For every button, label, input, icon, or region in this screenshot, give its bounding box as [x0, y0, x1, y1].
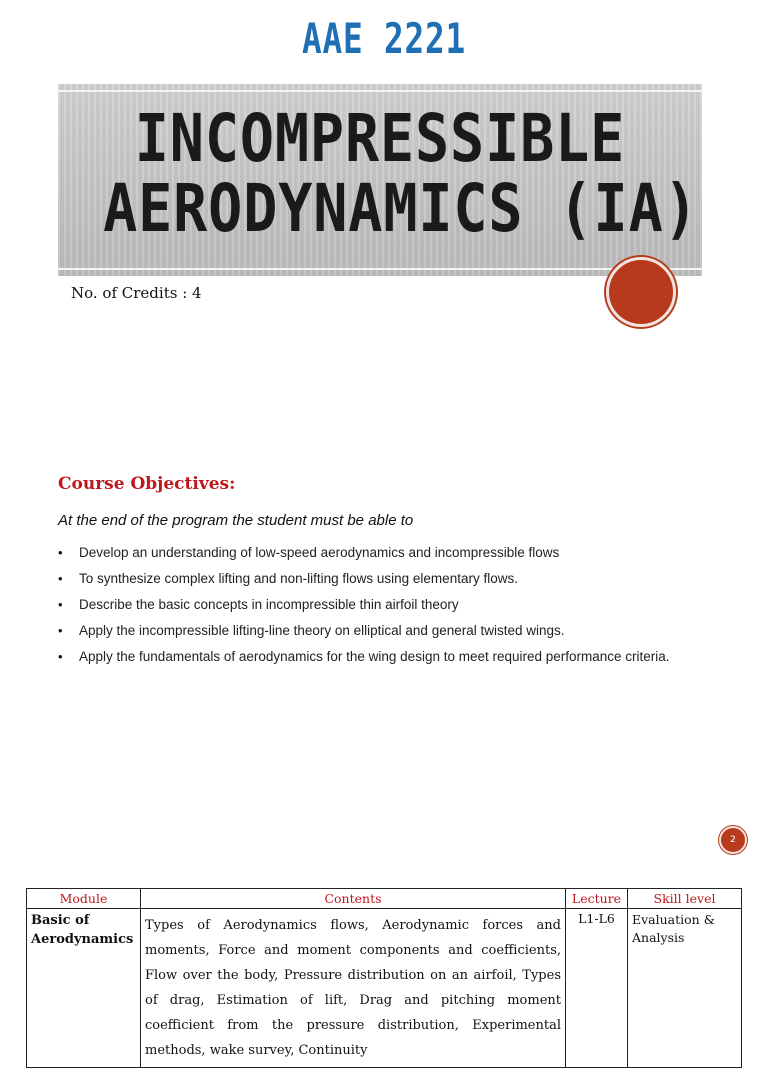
cell-skill-level: Evaluation & Analysis: [628, 909, 742, 1068]
table-header-row: [27, 889, 742, 909]
page-number-badge: 2: [719, 826, 747, 854]
header-contents: Contents: [141, 889, 566, 909]
decorative-circle: [606, 257, 676, 327]
course-title: [103, 100, 699, 247]
banner-stripe-bottom: [58, 268, 702, 270]
cell-contents: Types of Aerodynamics flows, Aerodynamic forces and moments, Force and moment components and coefficients, Flow over the body, Pressure distribution on an airfoil, Types of drag, Estimation of lift, Drag and pitching moment coefficient from the pressure distribution, Experimental methods, wake survey, Continuity: [141, 909, 566, 1068]
objective-item: • Apply the fundamentals of aerodynamics for the wing design to meet required performance criteria.: [58, 644, 698, 670]
banner-stripe-top: [58, 90, 702, 92]
title-banner: [58, 84, 702, 276]
course-code: AAE 2221: [301, 14, 467, 63]
credits-label: No. of Credits : 4: [71, 284, 202, 302]
course-title-line1: INCOMPRESSIBLE: [134, 100, 626, 177]
header-lecture: Lecture: [566, 889, 628, 909]
syllabus-table: [26, 888, 742, 1068]
objective-item: • Apply the incompressible lifting-line theory on elliptical and general twisted wings.: [58, 618, 698, 644]
cell-lecture: L1-L6: [566, 909, 628, 1068]
objectives-intro: At the end of the program the student must be able to: [58, 512, 414, 529]
objectives-heading: Course Objectives:: [58, 474, 236, 494]
cell-module: Basic of Aerodynamics: [27, 909, 141, 1068]
course-title-line2: AERODYNAMICS (IA): [103, 170, 699, 247]
header-skill-level: Skill level: [628, 889, 742, 909]
objective-item: • Describe the basic concepts in incompressible thin airfoil theory: [58, 592, 698, 618]
objectives-list: [58, 540, 698, 670]
objective-item: • To synthesize complex lifting and non-lifting flows using elementary flows.: [58, 566, 698, 592]
header-module: Module: [27, 889, 141, 909]
table-row: [27, 909, 742, 1068]
objective-item: • Develop an understanding of low-speed aerodynamics and incompressible flows: [58, 540, 698, 566]
